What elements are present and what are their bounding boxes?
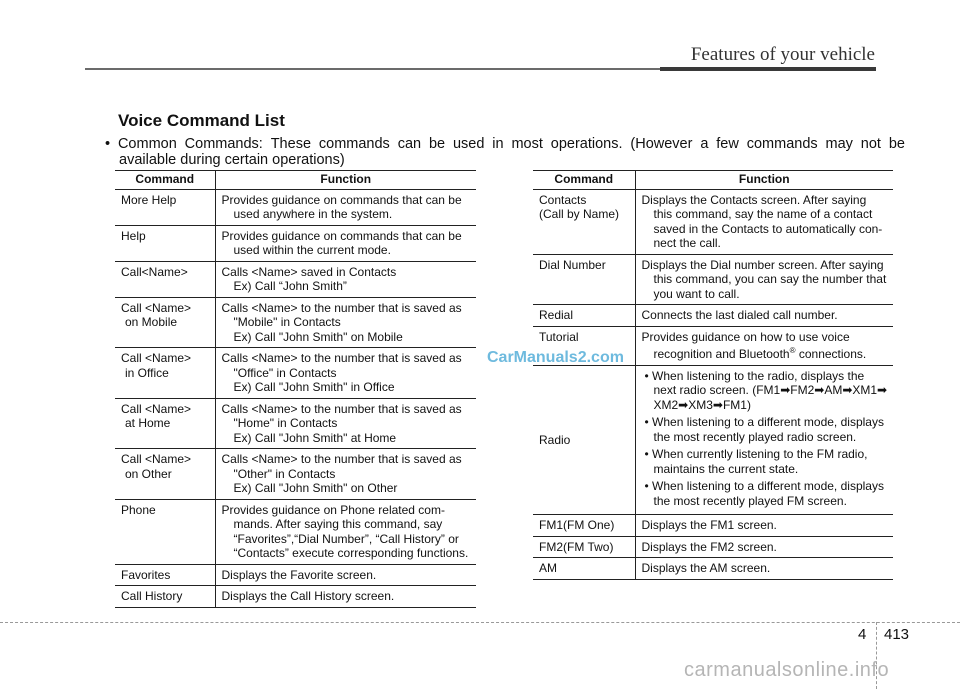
function-cell (635, 515, 893, 537)
function-cell (635, 536, 893, 558)
table-row (115, 225, 476, 261)
cell-line: on Other (125, 466, 172, 481)
intro-word: in (492, 136, 504, 152)
cell-line: "Mobile" in Contacts (233, 315, 341, 329)
bullet-line: XM2➡XM3➡FM1) (653, 397, 751, 412)
table-row (115, 449, 476, 500)
command-cell (115, 586, 215, 608)
command-cell (115, 297, 215, 348)
cell-line: used anywhere in the system. (233, 207, 393, 221)
cell-line: "Home" in Contacts (233, 416, 338, 430)
function-cell (635, 326, 893, 365)
table-row (115, 297, 476, 348)
section-title: Voice Command List (118, 111, 285, 130)
bullet-item (640, 479, 890, 508)
table-row (533, 558, 893, 580)
cell-line: this command, you can say the number that (653, 272, 887, 286)
cell-line: FM2(FM Two) (539, 539, 614, 554)
cell-line: Ex) Call "John Smith" at Home (233, 430, 397, 445)
intro-word: used (452, 136, 485, 152)
intro-word: few (716, 136, 739, 152)
cell-line: Dial Number (539, 257, 606, 272)
cell-line: in Office (125, 365, 169, 380)
cell-line: Contacts (539, 192, 587, 207)
cell-line: More Help (121, 192, 177, 207)
header-rule-accent (660, 67, 876, 71)
cell-line: Radio (539, 432, 571, 447)
function-cell (215, 348, 476, 399)
cell-line: nect the call. (653, 236, 721, 250)
function-cell (635, 558, 893, 580)
function-cell (215, 261, 476, 297)
command-cell (533, 189, 635, 254)
cell-line: used within the current mode. (233, 243, 391, 257)
footer-site-watermark: carmanualsonline.info (684, 659, 890, 681)
table-row-radio (533, 365, 893, 515)
intro-word: commands (318, 136, 390, 152)
column-header-function: Function (215, 171, 476, 190)
function-cell (215, 189, 476, 225)
cell-line: you want to call. (653, 286, 740, 301)
intro-word: These (270, 136, 312, 152)
function-cell (215, 564, 476, 586)
bullet-icon: • (644, 368, 653, 383)
cell-line: Displays the Call History screen. (221, 589, 395, 603)
bullet-line: the most recently played FM screen. (653, 493, 847, 508)
cell-line: Call<Name> (121, 264, 188, 279)
cell-line: Calls <Name> to the number that is saved as (221, 452, 462, 466)
table-row (115, 499, 476, 564)
function-cell (215, 449, 476, 500)
intro-word: (However (630, 136, 693, 152)
cell-line: Calls <Name> to the number that is saved as (221, 351, 462, 365)
command-cell (115, 564, 215, 586)
intro-word: operations. (550, 136, 623, 152)
command-cell (115, 398, 215, 449)
cell-line: Displays the FM1 screen. (641, 518, 777, 532)
function-cell (215, 225, 476, 261)
cell-line: Call <Name> (121, 401, 192, 416)
cell-line: AM (539, 561, 557, 575)
cell-line: (Call by Name) (539, 207, 620, 221)
watermark-logo: CarManuals2.com (487, 349, 624, 366)
header-rule (85, 68, 665, 70)
cell-line: Tutorial (539, 329, 579, 344)
cell-line: Connects the last dialed call number. (641, 308, 838, 322)
command-cell (533, 515, 635, 537)
intro-word: Common (117, 136, 177, 152)
footer-rule (0, 622, 960, 623)
table-row (533, 305, 893, 327)
bullet-line: the most recently played radio screen. (653, 429, 857, 444)
intro-paragraph (105, 136, 905, 168)
intro-word: a (700, 136, 709, 152)
bullet-icon: • (644, 479, 653, 493)
cell-line: Displays the FM2 screen. (641, 539, 777, 554)
cell-line: at Home (125, 416, 171, 430)
cell-line: Call <Name> (121, 300, 192, 315)
cell-line: Favorites (121, 567, 171, 582)
cell-line: Call <Name> (121, 351, 192, 365)
cell-line: saved in the Contacts to automatically con- (653, 221, 883, 236)
table-row (115, 398, 476, 449)
table-row (115, 261, 476, 297)
command-cell (115, 449, 215, 500)
bullet-icon: • (644, 447, 653, 461)
table-row (115, 586, 476, 608)
bullet-icon: • (644, 415, 653, 429)
function-cell (635, 189, 893, 254)
cell-line: Provides guidance on how to use voice (641, 329, 850, 344)
table-row (533, 515, 893, 537)
bullet-item (640, 447, 890, 476)
function-cell (215, 297, 476, 348)
cell-line: “Favorites”,“Dial Number”, “Call History” or (233, 531, 459, 546)
cell-line: on Mobile (125, 315, 178, 329)
bullet-line: maintains the current state. (653, 461, 799, 476)
cell-line: Provides guidance on commands that can be (221, 228, 462, 243)
cell-line: Provides guidance on commands that can be (221, 192, 462, 207)
intro-word: be (428, 136, 446, 152)
cell-line: Calls <Name> to the number that is saved as (221, 401, 462, 416)
function-cell (635, 305, 893, 327)
table-row (533, 254, 893, 305)
cell-line: Ex) Call "John Smith" in Office (233, 380, 395, 394)
command-cell (533, 558, 635, 580)
cell-line: Calls <Name> to the number that is saved as (221, 300, 462, 315)
bullet-line: When currently listening to the FM radio, (652, 447, 868, 461)
cell-line: Displays the Favorite screen. (221, 567, 377, 582)
bullet-line: next radio screen. (FM1➡FM2➡AM➡XM1➡ (653, 383, 888, 397)
intro-word: commands (746, 136, 818, 152)
column-header-function: Function (635, 171, 893, 190)
cell-line: FM1(FM One) (539, 518, 615, 532)
cell-line: Ex) Call "John Smith" on Mobile (233, 329, 403, 344)
command-cell (533, 305, 635, 327)
bullet-item (640, 415, 890, 444)
cell-line: Displays the Contacts screen. After saying (641, 192, 867, 207)
command-cell (115, 499, 215, 564)
intro-word: most (511, 136, 543, 152)
command-cell (533, 254, 635, 305)
cell-line: Redial (539, 308, 574, 322)
cell-line: “Contacts” execute corresponding functions. (233, 546, 469, 560)
function-cell (635, 365, 893, 515)
intro-word: not (860, 136, 881, 152)
cell-line: Ex) Call "John Smith" on Other (233, 481, 398, 495)
column-header-command: Command (533, 171, 635, 190)
function-cell (215, 398, 476, 449)
command-cell (115, 348, 215, 399)
intro-line-2: available during certain operations) (119, 152, 345, 168)
cell-line: this command, say the name of a contact (653, 207, 873, 221)
intro-word: Commands: (184, 136, 263, 152)
cell-line: Displays the AM screen. (641, 561, 771, 575)
cell-line: Phone (121, 502, 156, 517)
bullet-line: When listening to the radio, displays the (652, 368, 865, 383)
cell-line: Help (121, 228, 146, 243)
bullet-line: When listening to a different mode, displays (652, 415, 884, 429)
chapter-number: 4 (858, 626, 867, 643)
function-cell (215, 499, 476, 564)
command-table-right (533, 170, 893, 580)
header-title: Features of your vehicle (690, 44, 875, 65)
command-cell (533, 365, 635, 515)
bullet-line: When listening to a different mode, displays (652, 479, 884, 493)
function-cell (635, 254, 893, 305)
table-row (115, 189, 476, 225)
command-cell (533, 536, 635, 558)
table-row (115, 348, 476, 399)
page-number: 413 (884, 626, 910, 643)
table-row (533, 189, 893, 254)
command-cell (115, 261, 215, 297)
cell-line: Provides guidance on Phone related com- (221, 502, 445, 517)
cell-line: Calls <Name> saved in Contacts (221, 264, 397, 279)
intro-word: • (105, 136, 111, 152)
cell-line: recognition and Bluetooth® connections. (653, 346, 867, 361)
table-row (533, 536, 893, 558)
bullet-item (640, 369, 890, 413)
command-cell (115, 225, 215, 261)
cell-line: Call <Name> (121, 452, 192, 466)
command-table-left (115, 170, 476, 608)
cell-line: Displays the Dial number screen. After saying (641, 257, 884, 272)
cell-line: Ex) Call “John Smith” (233, 279, 347, 293)
table-row (115, 564, 476, 586)
command-cell (115, 189, 215, 225)
intro-word: be (888, 136, 905, 152)
intro-line-1 (105, 136, 905, 152)
column-header-command: Command (115, 171, 215, 190)
cell-line: "Other" in Contacts (233, 466, 336, 481)
intro-word: may (825, 136, 853, 152)
cell-line: mands. After saying this command, say (233, 517, 443, 531)
intro-word: can (397, 136, 422, 152)
cell-line: Call History (121, 589, 183, 603)
function-cell (215, 586, 476, 608)
cell-line: "Office" in Contacts (233, 365, 337, 380)
